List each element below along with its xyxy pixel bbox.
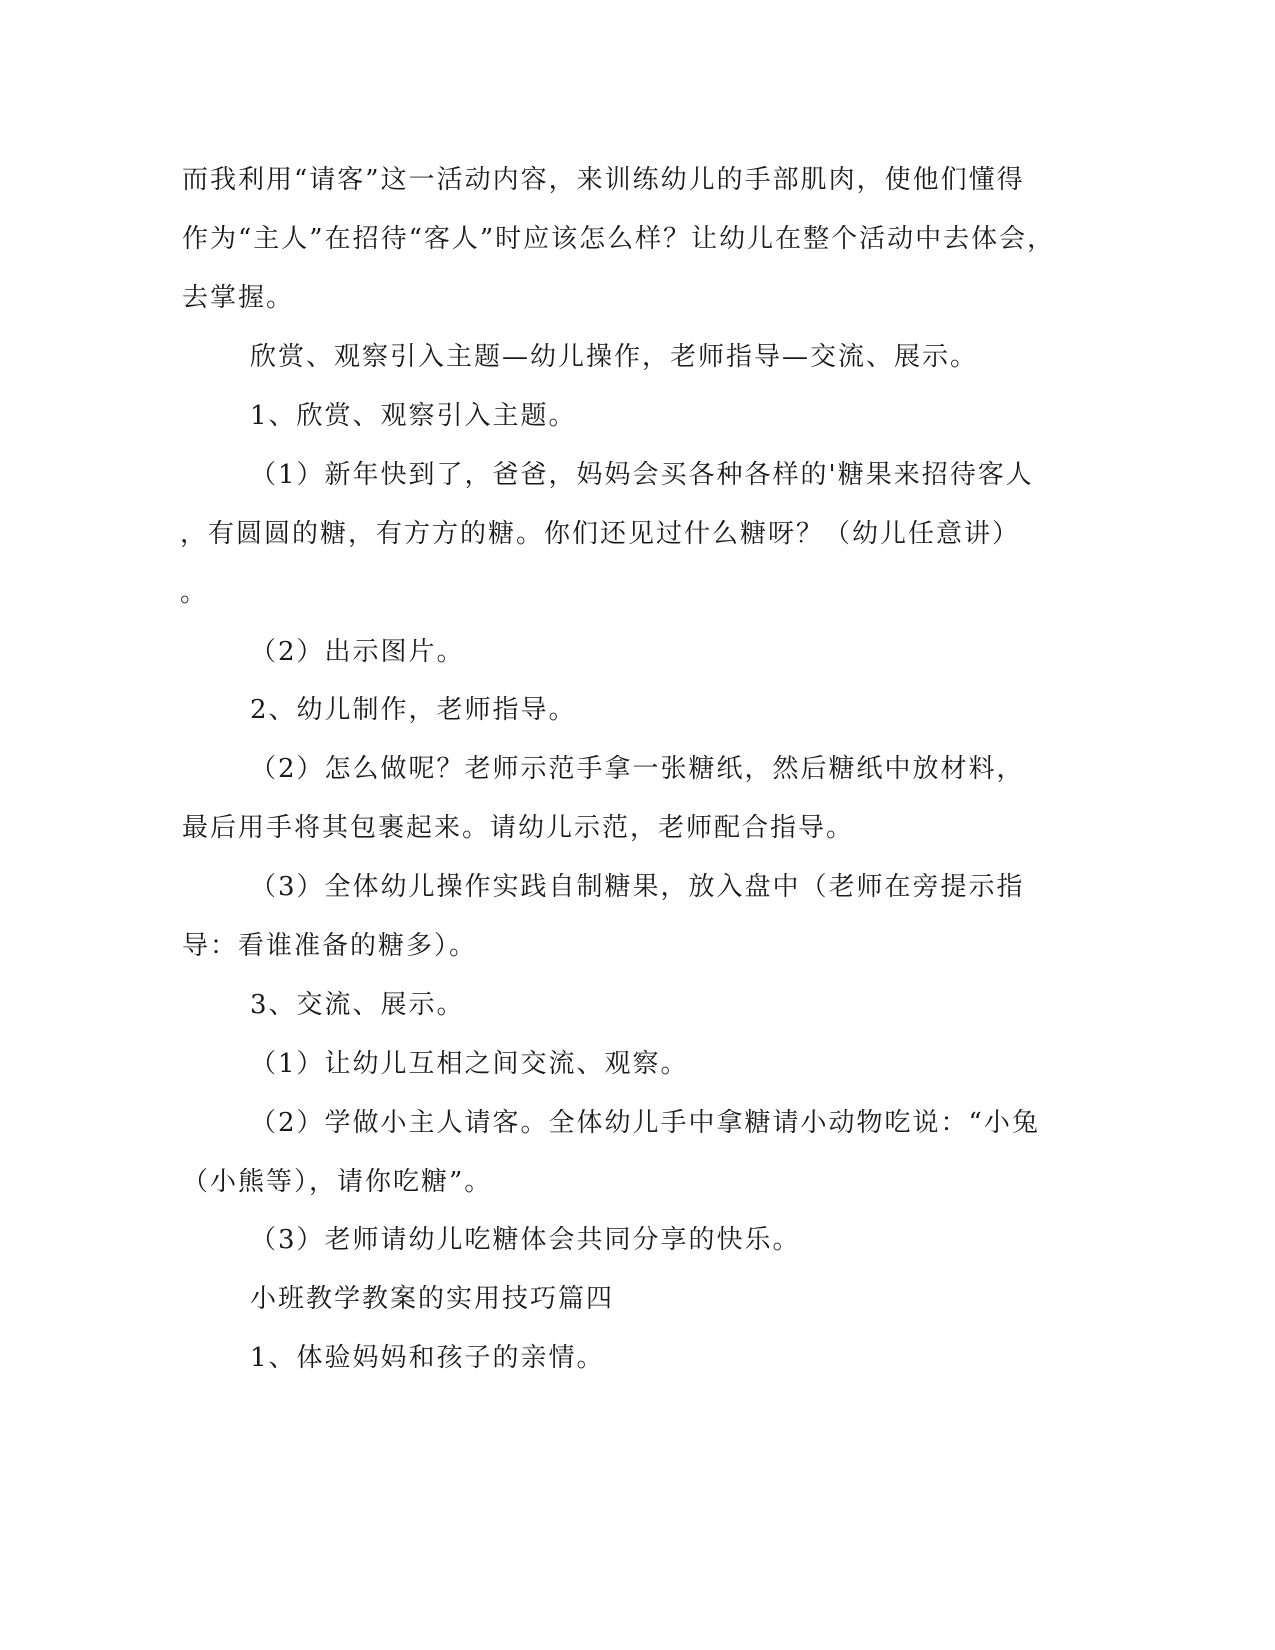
text-line: （1）新年快到了，爸爸，妈妈会买各种各样的'糖果来招待客人 bbox=[250, 460, 1034, 490]
text-line: （小熊等），请你吃糖”。 bbox=[182, 1167, 493, 1197]
text-line: （2）怎么做呢？老师示范手拿一张糖纸，然后糖纸中放材料， bbox=[250, 754, 1025, 784]
text-line: （2）学做小主人请客。全体幼儿手中拿糖请小动物吃说：“小兔 bbox=[250, 1108, 1040, 1138]
text-line: 导：看谁准备的糖多）。 bbox=[182, 931, 478, 961]
text-line: 3、交流、展示。 bbox=[250, 990, 465, 1020]
text-line: 而我利用“请客”这一活动内容，来训练幼儿的手部肌肉，使他们懂得 bbox=[182, 165, 1025, 195]
text-line: 小班教学教案的实用技巧篇四 bbox=[250, 1284, 615, 1314]
text-line: 1、体验妈妈和孩子的亲情。 bbox=[250, 1343, 605, 1373]
text-line: 2、幼儿制作，老师指导。 bbox=[250, 695, 577, 725]
text-line: 去掌握。 bbox=[182, 283, 295, 313]
text-line: 。 bbox=[180, 578, 209, 608]
text-line: （2）出示图片。 bbox=[250, 637, 465, 667]
text-line: 1、欣赏、观察引入主题。 bbox=[250, 401, 577, 431]
text-line: 欣赏、观察引入主题—幼儿操作，老师指导—交流、展示。 bbox=[250, 342, 979, 372]
text-line: （1）让幼儿互相之间交流、观察。 bbox=[250, 1049, 689, 1079]
text-line: 最后用手将其包裹起来。请幼儿示范，老师配合指导。 bbox=[182, 813, 855, 843]
text-line: （3）老师请幼儿吃糖体会共同分享的快乐。 bbox=[250, 1225, 801, 1255]
text-line: 作为“主人”在招待“客人”时应该怎么样？让幼儿在整个活动中去体会， bbox=[182, 224, 1056, 254]
text-line: ，有圆圆的糖，有方方的糖。你们还见过什么糖呀？（幼儿任意讲） bbox=[180, 519, 1021, 549]
text-line: （3）全体幼儿操作实践自制糖果，放入盘中（老师在旁提示指 bbox=[250, 872, 1025, 902]
